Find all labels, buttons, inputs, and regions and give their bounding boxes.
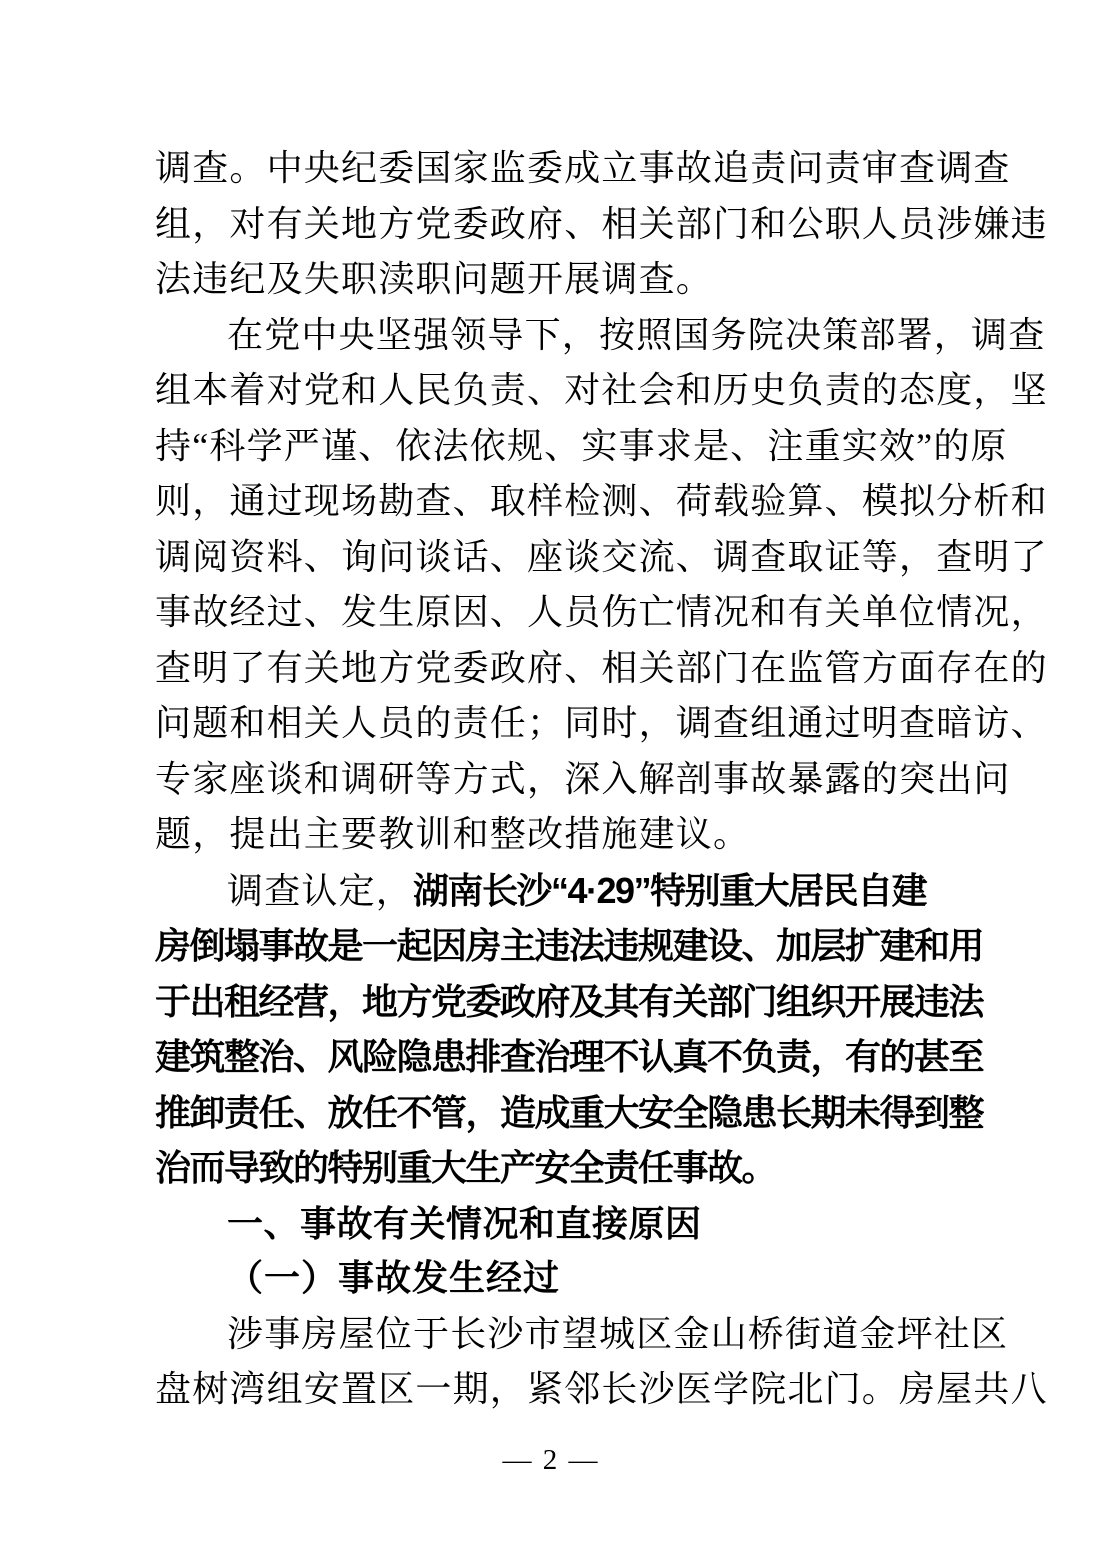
text-line [155, 1140, 985, 1196]
text-segment: 调阅资料、询问谈话、座谈交流、调查取证等，查明了 [155, 536, 1048, 577]
text-line [155, 1307, 1009, 1363]
text-segment: 调查认定， [227, 870, 414, 911]
page-number: — 2 — [502, 1444, 600, 1476]
subsection-heading [155, 1251, 985, 1307]
section-heading [155, 1196, 985, 1252]
text-line [155, 363, 1048, 419]
text-segment: 一、事故有关情况和直接原因 [227, 1202, 702, 1244]
text-line [155, 696, 1048, 752]
text-segment: 持“科学严谨、依法依规、实事求是、注重实效”的原 [155, 425, 1008, 466]
text-segment: 问题和相关人员的责任；同时，调查组通过明查暗访、 [155, 703, 1048, 743]
text-segment: 则，通过现场勘查、取样检测、荷载验算、模拟分析和 [155, 481, 1048, 521]
text-segment: 建筑整治、风险隐患排查治理不认真不负责，有的甚至 [155, 1036, 984, 1077]
text-segment: 法违纪及失职渎职问题开展调查。 [155, 259, 714, 299]
text-segment: 专家座谈和调研等方式，深入解剖事故暴露的突出问 [155, 758, 1011, 799]
text-line [155, 308, 1046, 364]
text-segment: 组，对有关地方党委政府、相关部门和公职人员涉嫌违 [155, 203, 1048, 244]
text-segment: 房倒塌事故是一起因房主违法违规建设、加层扩建和用 [155, 925, 984, 966]
text-segment: 治而导致的特别重大生产安全责任事故。 [155, 1147, 777, 1188]
text-line [155, 197, 1048, 253]
text-segment: 推卸责任、放任不管，造成重大安全隐患长期未得到整 [155, 1091, 984, 1133]
text-segment: 湖南长沙“4·29”特别重大居民自建 [413, 869, 927, 911]
text-segment: 调查。中央纪委国家监委成立事故追责问责审查调查 [155, 148, 1011, 188]
text-line [155, 252, 985, 308]
text-segment: 于出租经营，地方党委政府及其有关部门组织开展违法 [155, 980, 984, 1022]
text-line [155, 474, 1048, 530]
document-body [155, 141, 1048, 1418]
text-segment: 组本着对党和人民负责、对社会和历史负责的态度，坚 [155, 370, 1048, 410]
text-line [155, 1362, 1048, 1418]
text-line [155, 752, 1011, 808]
text-segment: （一）事故发生经过 [227, 1258, 561, 1298]
text-line [155, 1029, 985, 1085]
text-line [155, 918, 985, 974]
text-segment: 题，提出主要教训和整改措施建议。 [155, 814, 751, 854]
text-line [155, 141, 1011, 197]
text-segment: 盘树湾组安置区一期，紧邻长沙医学院北门。房屋共八 [155, 1369, 1048, 1409]
text-line [155, 974, 985, 1030]
text-line [155, 419, 1008, 475]
text-line [155, 1085, 985, 1141]
text-line [155, 863, 985, 919]
text-segment: 在党中央坚强领导下，按照国务院决策部署，调查 [227, 314, 1046, 355]
text-segment: 涉事房屋位于长沙市望城区金山桥街道金坪社区 [227, 1313, 1009, 1354]
text-line [155, 585, 1048, 641]
text-line [155, 530, 1048, 586]
text-segment: 事故经过、发生原因、人员伤亡情况和有关单位情况， [155, 592, 1048, 632]
text-segment: 查明了有关地方党委政府、相关部门在监管方面存在的 [155, 647, 1048, 688]
text-line [155, 807, 985, 863]
text-line [155, 641, 1048, 697]
